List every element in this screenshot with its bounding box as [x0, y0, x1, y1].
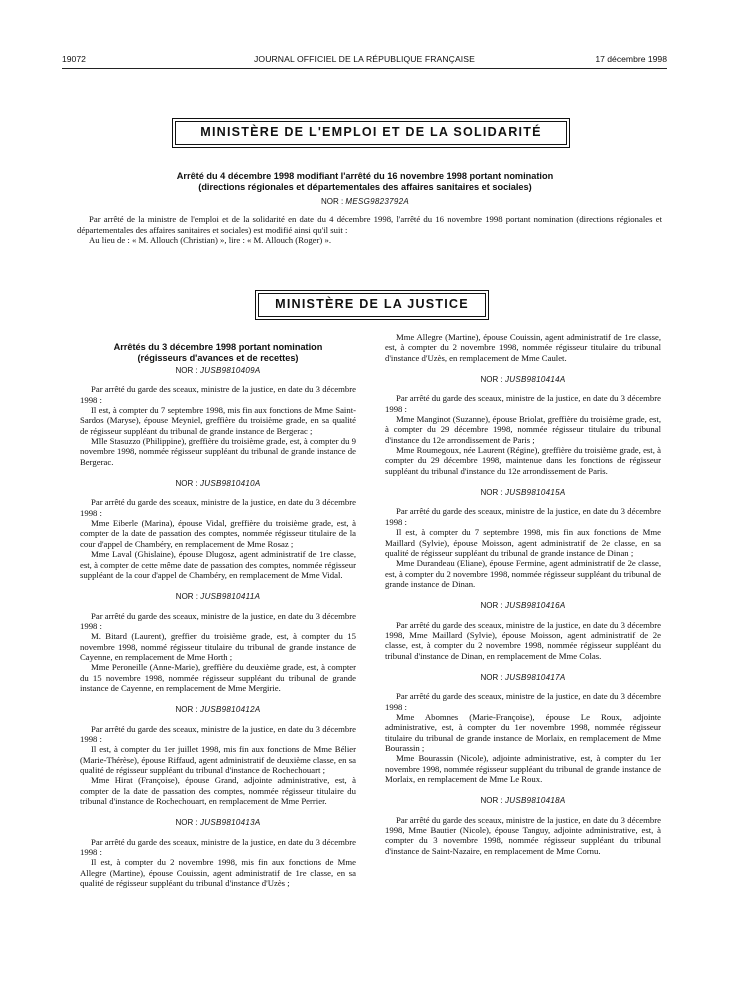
nor-reference: [80, 592, 356, 602]
paragraph: Par arrêté du garde des sceaux, ministre de la justice, en date du 3 décembre 1998 :: [385, 393, 661, 414]
nor-reference: [385, 673, 661, 683]
nor-label: NOR :: [480, 601, 503, 611]
column-right: [385, 332, 661, 856]
paragraph: Mlle Stasuzzo (Philippine), greffière du troisième grade, est, à compter du 9 novembre 1998, nommée régisseur suppléant du tribunal de grande instance de Bergerac.: [80, 436, 356, 467]
nor-label: NOR :: [480, 672, 503, 682]
header-rule: [62, 68, 667, 69]
nor-code: JUSB9810418A: [504, 796, 566, 806]
paragraph: Mme Durandeau (Eliane), épouse Fermine, agent administratif de 2e classe, est, à compter du 2 novembre 1998, nommée régisseur suppléant du tribunal de grande instance de Dinan.: [385, 558, 661, 589]
paragraph: M. Bitard (Laurent), greffier du troisième grade, est, à compter du 15 novembre 1998, nommé régisseur titulaire du tribunal de grande instance de Cayenne, en remplacement de Mme Horth ;: [80, 631, 356, 662]
ministry-title-justice: MINISTÈRE DE LA JUSTICE: [258, 293, 486, 317]
nor-code: JUSB9810410A: [199, 479, 261, 489]
paragraph: Par arrêté du garde des sceaux, ministre de la justice, en date du 3 décembre 1998 :: [80, 384, 356, 405]
paragraph: Par arrêté du garde des sceaux, ministre de la justice, en date du 3 décembre 1998, Mme Bautier (Nicole), épouse Tanguy, adjointe administrative, est, à compter du 3 novembre 1998, nommée régisseur suppléant du tribunal d'instance de Saint-Nazaire, en remplacement de Mme Cornu.: [385, 814, 661, 856]
paragraph: Mme Laval (Ghislaine), épouse Dlugosz, agent administratif de 1re classe, est, à compter de cette même date de passation des comptes, nommée régisseur suppléant de la cour d'appel de Chambéry, en remplacement de Mme Vidal.: [80, 549, 356, 580]
nor-code: JUSB9810411A: [200, 592, 261, 602]
nor-code: JUSB9810417A: [504, 672, 566, 682]
issue-date: 17 décembre 1998: [595, 54, 667, 64]
paragraph: Mme Hirat (Françoise), épouse Grand, adjointe administrative, est, à compter de la date de passation des comptes, nommée régisseur titulaire du tribunal d'instance de Rochechouart, en remplacement de Mme Perrier.: [80, 775, 356, 807]
paragraph: Mme Roumegoux, née Laurent (Régine), greffière du troisième grade, est, à compter du 29 décembre 1998, maintenue dans les fonctions de régisseur suppléant du tribunal d'instance du 12e arrondissement de Paris.: [385, 445, 661, 476]
nor-label: NOR :: [175, 592, 199, 602]
arrete-body-emploi: [77, 214, 662, 246]
paragraph: Mme Allegre (Martine), épouse Couissin, agent administratif de 1re classe, est, à compter du 2 novembre 1998, nommée régisseur titulaire du tribunal d'instance d'Uzès, en remplacement de Mme Caulet.: [385, 332, 661, 363]
nor-reference: [385, 601, 661, 611]
paragraph: Il est, à compter du 7 septembre 1998, mis fin aux fonctions de Mme Maillard (Sylvie), épouse Moisson, agent administratif de 2e classe, en sa qualité de régisseur suppléant du tribunal de grande instance de Dinan ;: [385, 527, 661, 558]
nor-label: NOR :: [480, 375, 503, 385]
arrete-title-line2: (directions régionales et départementales des affaires sanitaires et sociales): [198, 182, 532, 192]
paragraph: Par arrêté du garde des sceaux, ministre de la justice, en date du 3 décembre 1998 :: [80, 610, 356, 631]
paragraph: Au lieu de : « M. Allouch (Christian) », lire : « M. Allouch (Roger) ».: [89, 235, 332, 245]
page-header: [62, 54, 667, 68]
nor-code: JUSB9810412A: [199, 705, 261, 715]
paragraph: Mme Bourassin (Nicole), adjointe administrative, est, à compter du 1er novembre 1998, nommée régisseur suppléant du tribunal de grande instance de Morlaix, en remplacement de Mme Le Roux.: [385, 753, 661, 785]
nor-reference: [96, 197, 634, 206]
paragraph: Par arrêté du garde des sceaux, ministre de la justice, en date du 3 décembre 1998 :: [385, 506, 661, 527]
nor-label: NOR :: [175, 705, 198, 715]
paragraph: Mme Peroneille (Anne-Marie), greffière du deuxième grade, est, à compter du 15 novembre 1998, nommée régisseur suppléant du tribunal de grande instance de Cayenne, en remplacement de Mme Mergirie.: [80, 662, 356, 693]
arrete-title-line2: (régisseurs d'avances et de recettes): [137, 353, 299, 363]
arrete-title-line1: Arrêté du 4 décembre 1998 modifiant l'arrêté du 16 novembre 1998 portant nomination: [176, 171, 554, 181]
nor-code: JUSB9810414A: [504, 375, 566, 385]
page-number: 19072: [62, 54, 86, 64]
paragraph: Il est, à compter du 7 septembre 1998, mis fin aux fonctions de Mme Saint-Sardos (Maryse), épouse Meyniel, greffière du troisième grade, en sa qualité de régisseur suppléant du tribunal de grande instance de Bergerac ;: [80, 405, 356, 436]
journal-title: JOURNAL OFFICIEL DE LA RÉPUBLIQUE FRANÇAISE: [254, 54, 475, 64]
nor-reference: [80, 366, 356, 376]
nor-reference: [80, 818, 356, 828]
paragraph: Par arrêté du garde des sceaux, ministre de la justice, en date du 3 décembre 1998 :: [80, 836, 356, 858]
nor-code: JUSB9810415A: [504, 488, 566, 498]
nor-label: NOR :: [175, 479, 198, 489]
nor-label: NOR :: [480, 796, 503, 806]
paragraph: Mme Manginot (Suzanne), épouse Briolat, greffière du troisième grade, est, à compter du 29 décembre 1998, nommée régisseur titulaire du tribunal d'instance du 12e arrondissement de Paris ;: [385, 414, 661, 445]
nor-label: NOR :: [175, 818, 198, 828]
nor-reference: [385, 488, 661, 498]
paragraph: Par arrêté du garde des sceaux, ministre de la justice, en date du 3 décembre 1998 :: [385, 691, 661, 712]
nor-code: MESG9823792A: [345, 197, 410, 206]
ministry-box-emploi: [172, 118, 570, 148]
ministry-title-emploi: MINISTÈRE DE L'EMPLOI ET DE LA SOLIDARITÉ: [175, 121, 567, 145]
paragraph: Il est, à compter du 2 novembre 1998, mis fin aux fonctions de Mme Allegre (Martine), épouse Couissin, agent administratif de 1re classe, en sa qualité de régisseur suppléant du tribunal d'instance d'Uzès ;: [80, 857, 356, 889]
nor-reference: [80, 705, 356, 715]
nor-reference: [80, 479, 356, 489]
nor-label: NOR :: [320, 197, 344, 206]
nor-reference: [385, 796, 661, 806]
paragraph: Par arrêté du garde des sceaux, ministre de la justice, en date du 3 décembre 1998, Mme Maillard (Sylvie), épouse Moisson, agent administratif de 2e classe, est, à compter du 2 novembre 1998, nommée régisseur suppléant du tribunal d'instance de Dinan, en remplacement de Mme Colas.: [385, 619, 661, 661]
arrete-title-justice: [80, 342, 356, 364]
arrete-title-emploi: [96, 171, 634, 193]
arrete-title-line1: Arrêtés du 3 décembre 1998 portant nomination: [113, 342, 323, 352]
column-left: [80, 342, 356, 888]
paragraph: Par arrêté du garde des sceaux, ministre de la justice, en date du 3 décembre 1998 :: [80, 497, 356, 518]
paragraph: Mme Abomnes (Marie-Françoise), épouse Le Roux, adjointe administrative, est, à compter du 1er novembre 1998, nommée régisseur titulaire du tribunal de grande instance de Morlaix, en remplacement de Mme Bourassin ;: [385, 711, 661, 753]
paragraph: Par arrêté du garde des sceaux, ministre de la justice, en date du 3 décembre 1998 :: [80, 723, 356, 744]
paragraph: Il est, à compter du 1er juillet 1998, mis fin aux fonctions de Mme Bélier (Marie-Thérèse), épouse Riffaud, agent administratif de deuxième classe, en sa qualité de régisseur suppléant du tribunal d'instance de Rochechouart ;: [80, 744, 356, 775]
nor-code: JUSB9810413A: [199, 818, 261, 828]
nor-label: NOR :: [175, 366, 198, 375]
ministry-box-justice: [255, 290, 489, 320]
nor-code: JUSB9810409A: [199, 366, 261, 375]
nor-label: NOR :: [480, 488, 503, 498]
paragraph: Par arrêté de la ministre de l'emploi et de la solidarité en date du 4 décembre 1998, l'arrêté du 16 novembre 1998 portant nomination (directions régionales et départementales des affaires sanitaires et sociales) est modifié ainsi qu'il suit :: [77, 214, 662, 235]
nor-code: JUSB9810416A: [504, 601, 566, 611]
nor-reference: [385, 375, 661, 385]
paragraph: Mme Eiberle (Marina), épouse Vidal, greffière du troisième grade, est, à compter de la date de passation des comptes, nommée régisseur titulaire de la cour d'appel de Chambéry, en remplacement de Mme Rosaz ;: [80, 518, 356, 549]
